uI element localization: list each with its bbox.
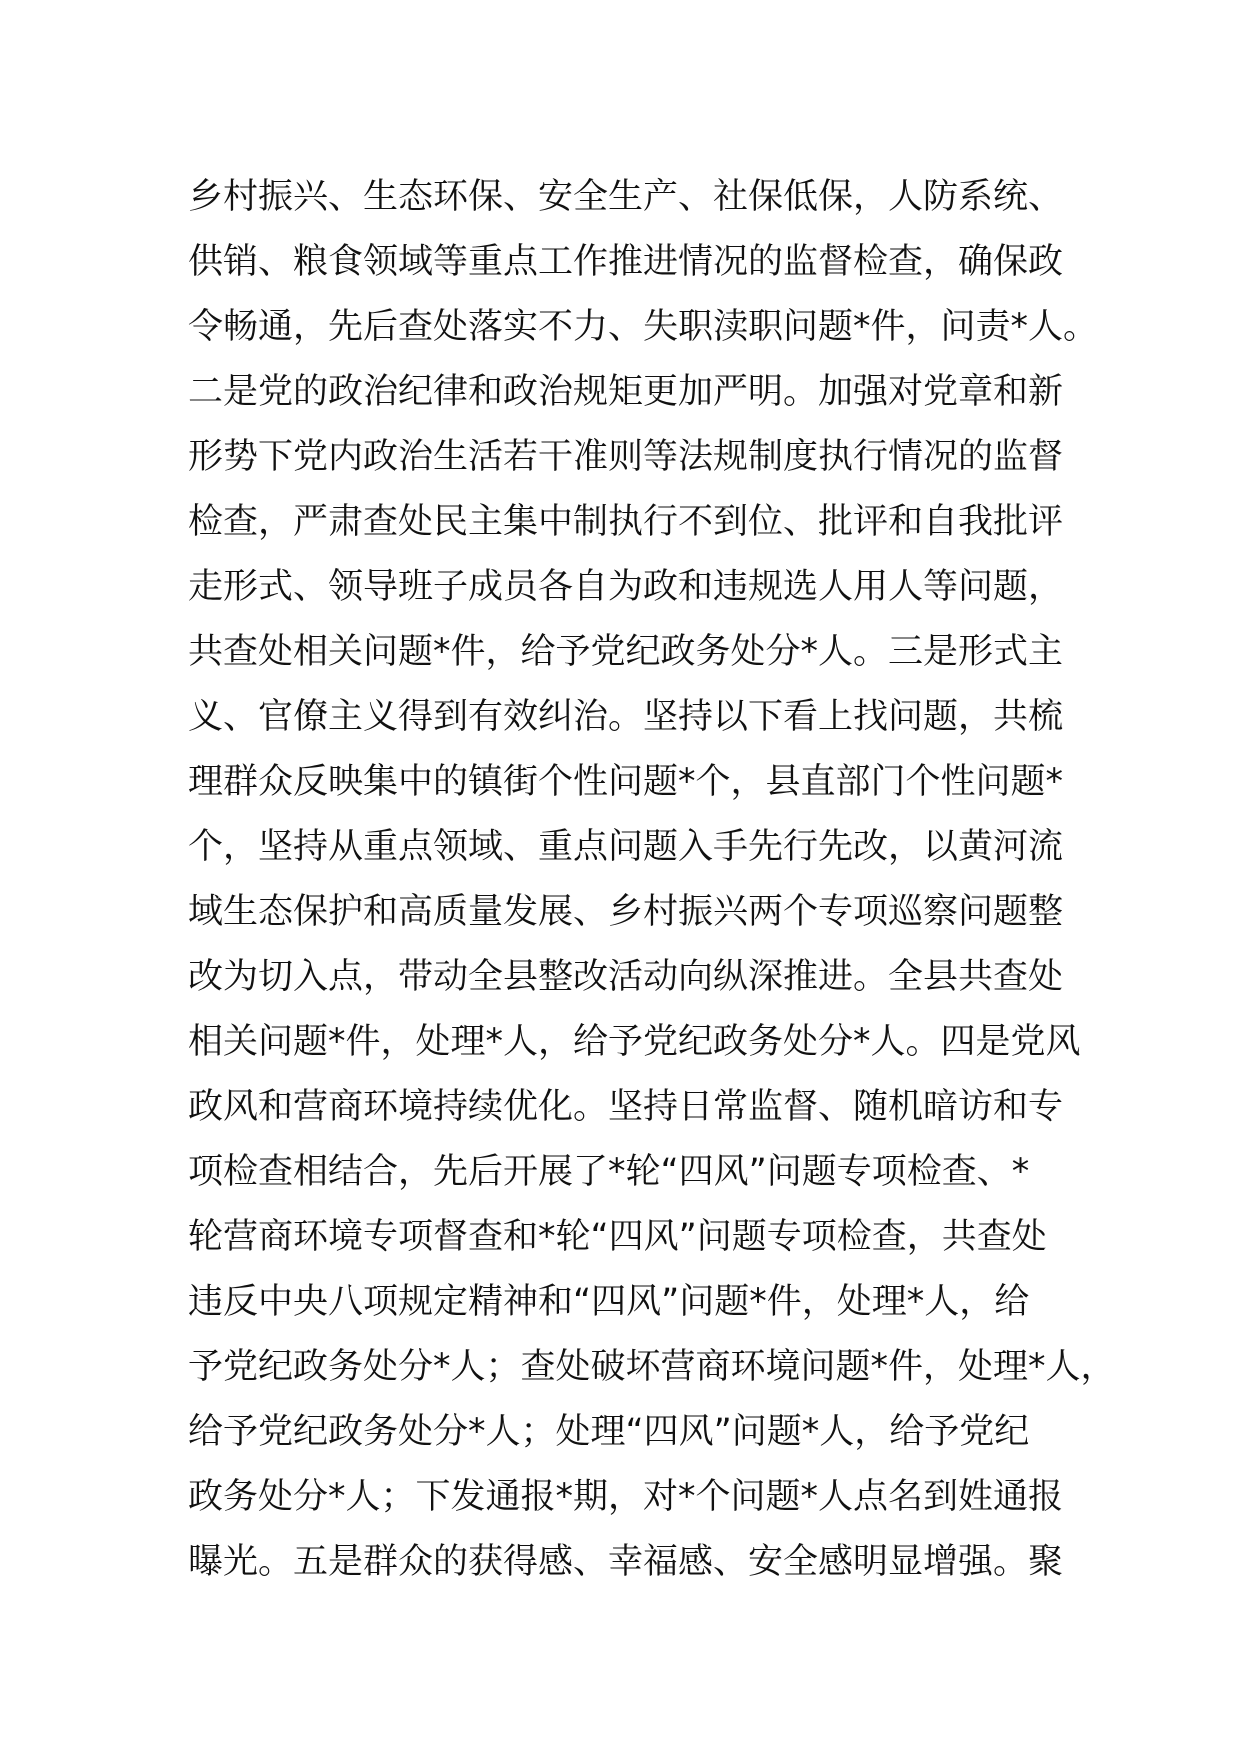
text-line: 乡村振兴、生态环保、安全生产、社保低保，人防系统、 — [188, 177, 1064, 217]
text-line: 曝光。五是群众的获得感、幸福感、安全感明显增强。聚 — [188, 1542, 1064, 1582]
text-line: 政务处分*人；下发通报*期，对*个问题*人点名到姓通报 — [188, 1477, 1064, 1517]
text-line: 走形式、领导班子成员各自为政和违规选人用人等问题， — [188, 567, 1064, 607]
text-line: 予党纪政务处分*人；查处破坏营商环境问题*件，处理*人， — [188, 1347, 1116, 1387]
text-line: 形势下党内政治生活若干准则等法规制度执行情况的监督 — [188, 437, 1064, 477]
text-line: 检查，严肃查处民主集中制执行不到位、批评和自我批评 — [188, 502, 1064, 542]
text-line: 供销、粮食领域等重点工作推进情况的监督检查，确保政 — [188, 242, 1064, 282]
text-line: 二是党的政治纪律和政治规矩更加严明。加强对党章和新 — [188, 372, 1064, 412]
text-line: 域生态保护和高质量发展、乡村振兴两个专项巡察问题整 — [188, 892, 1064, 932]
text-line: 改为切入点，带动全县整改活动向纵深推进。全县共查处 — [188, 957, 1064, 997]
text-line: 共查处相关问题*件，给予党纪政务处分*人。三是形式主 — [188, 632, 1064, 672]
text-line: 给予党纪政务处分*人；处理“四风”问题*人，给予党纪 — [188, 1412, 1030, 1452]
text-line: 理群众反映集中的镇街个性问题*个，县直部门个性问题* — [188, 762, 1064, 802]
text-line: 项检查相结合，先后开展了*轮“四风”问题专项检查、* — [188, 1152, 1030, 1192]
text-line: 政风和营商环境持续优化。坚持日常监督、随机暗访和专 — [188, 1087, 1064, 1127]
text-line: 相关问题*件，处理*人，给予党纪政务处分*人。四是党风 — [188, 1022, 1081, 1062]
text-line: 轮营商环境专项督查和*轮“四风”问题专项检查，共查处 — [188, 1217, 1047, 1257]
text-line: 令畅通，先后查处落实不力、失职渎职问题*件，问责*人。 — [188, 307, 1099, 347]
text-line: 义、官僚主义得到有效纠治。坚持以下看上找问题，共梳 — [188, 697, 1064, 737]
text-line: 个，坚持从重点领域、重点问题入手先行先改，以黄河流 — [188, 827, 1064, 867]
body-text — [188, 165, 1116, 1595]
text-line: 违反中央八项规定精神和“四风”问题*件，处理*人，给 — [188, 1282, 1030, 1322]
